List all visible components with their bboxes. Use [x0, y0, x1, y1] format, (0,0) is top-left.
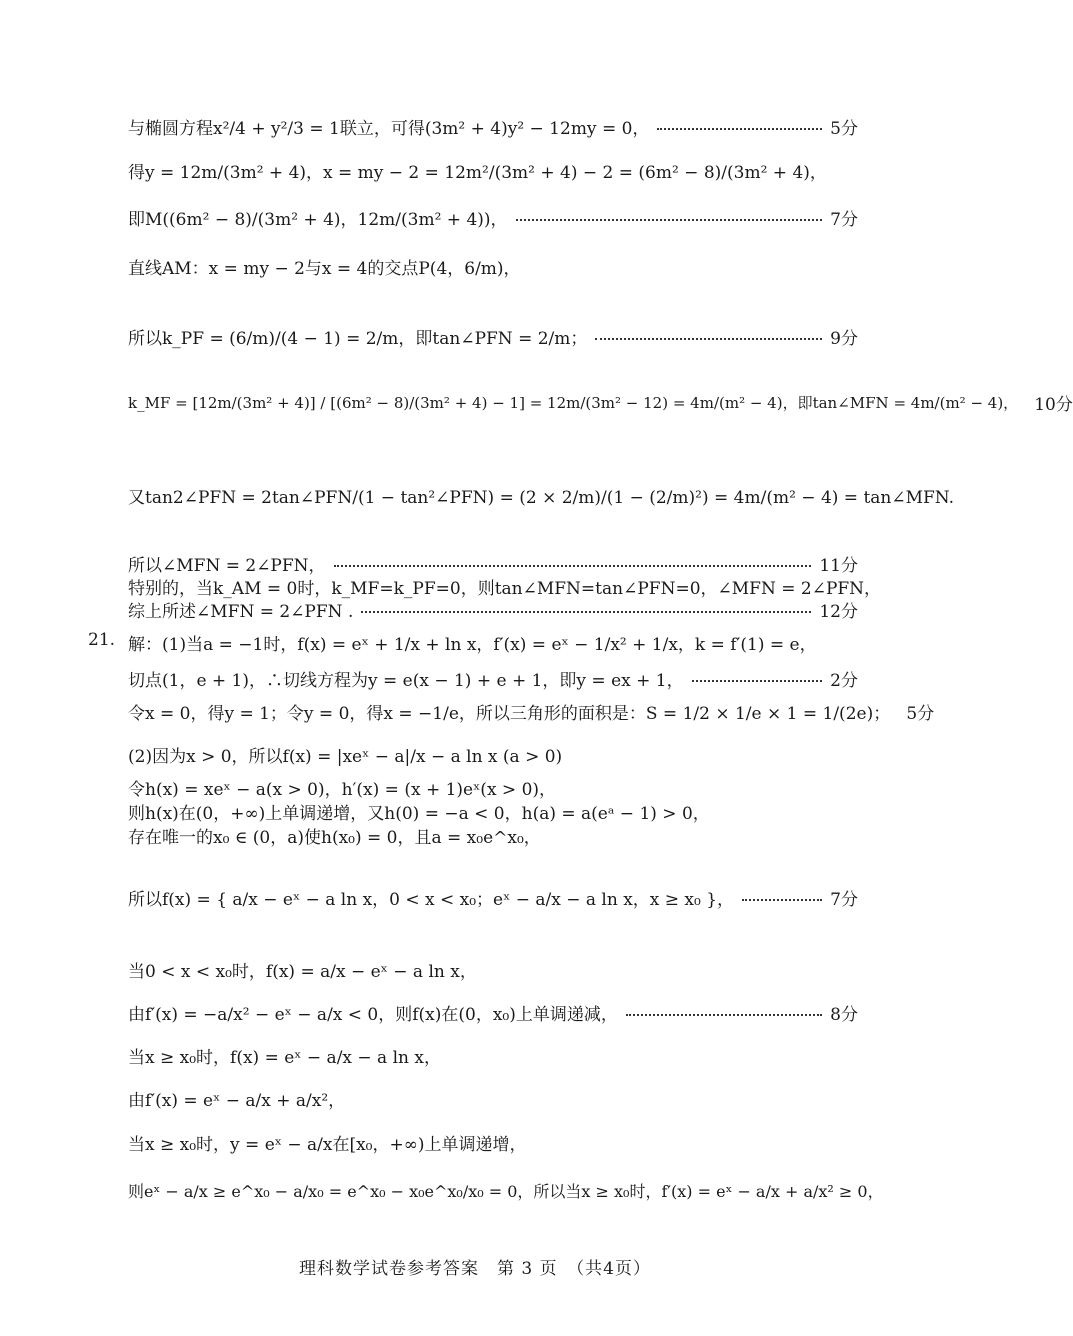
- answer-line-8: [128, 551, 858, 575]
- dot-leader: [692, 680, 822, 682]
- score-label: 5分: [830, 118, 858, 139]
- answer-line-9: [128, 574, 882, 599]
- score-label: 8分: [830, 1004, 858, 1025]
- problem-number: 21.: [88, 630, 116, 650]
- score-label: 11分: [819, 555, 858, 576]
- answer-line-21: [128, 1041, 858, 1069]
- line-text: 特别的，当k_AM = 0时，k_MF=k_PF=0，则tan∠MFN=tan∠PFN=0，∠MFN = 2∠PFN，: [128, 578, 882, 599]
- dot-leader: [595, 338, 822, 340]
- score-label: 7分: [830, 209, 858, 230]
- dot-leader: [334, 565, 812, 567]
- answer-line-6: [128, 388, 1073, 416]
- answer-line-10: [128, 597, 858, 621]
- line-text: 由f′(x) = eˣ − a/x + a/x²，: [128, 1090, 346, 1111]
- page-footer: 理科数学试卷参考答案 第 3 页 （共4页）: [299, 1259, 651, 1279]
- line-text: 令x = 0，得y = 1；令y = 0，得x = −1/e，所以三角形的面积是：S = 1/2 × 1/e × 1 = 1/(2e)；: [128, 703, 891, 724]
- answer-line-19: [128, 955, 858, 983]
- line-text: 又tan2∠PFN = 2tan∠PFN/(1 − tan²∠PFN) = (2 × 2/m)/(1 − (2/m)²) = 4m/(m² − 4) = tan∠MFN.: [128, 487, 955, 508]
- line-text: 即M((6m² − 8)/(3m² + 4)，12m/(3m² + 4))，: [128, 209, 508, 230]
- answer-line-14: [128, 740, 858, 768]
- answer-line-2: [128, 156, 858, 184]
- answer-line-5: [128, 322, 858, 350]
- dot-leader: [742, 899, 822, 901]
- answer-line-3: [128, 203, 858, 231]
- line-text: 所以k_PF = (6/m)/(4 − 1) = 2/m，即tan∠PFN = 2/m；: [128, 328, 588, 349]
- line-text: 解：(1)当a = −1时，f(x) = eˣ + 1/x + ln x，f′(x) = eˣ − 1/x² + 1/x，k = f′(1) = e，: [128, 634, 817, 655]
- line-text: 所以∠MFN = 2∠PFN，: [128, 555, 326, 576]
- line-text: 令h(x) = xeˣ − a(x > 0)，h′(x) = (x + 1)eˣ(x > 0)，: [128, 779, 557, 800]
- answer-line-15: [128, 775, 858, 799]
- answer-line-1: [128, 112, 858, 140]
- answer-line-12: [128, 664, 858, 692]
- line-text: 由f′(x) = −a/x² − eˣ − a/x < 0，则f(x)在(0，x₀)上单调递减，: [128, 1004, 618, 1025]
- score-label: 10分: [1034, 394, 1073, 415]
- answer-line-13: [128, 697, 935, 725]
- score-label: 9分: [830, 328, 858, 349]
- answer-line-20: [128, 998, 858, 1026]
- dot-leader: [626, 1014, 822, 1016]
- line-text: 综上所述∠MFN = 2∠PFN .: [128, 601, 354, 622]
- answer-line-18: [128, 883, 858, 911]
- score-label: 7分: [830, 889, 858, 910]
- score-label: 5分: [906, 703, 935, 724]
- score-label: 2分: [830, 670, 858, 691]
- dot-leader: [516, 219, 822, 221]
- line-text: 得y = 12m/(3m² + 4)，x = my − 2 = 12m²/(3m² + 4) − 2 = (6m² − 8)/(3m² + 4)，: [128, 162, 827, 183]
- dot-leader: [361, 611, 811, 613]
- answer-line-17: [128, 823, 858, 847]
- answer-line-23: [128, 1128, 858, 1156]
- answer-line-4: [128, 252, 858, 280]
- line-text: 则h(x)在(0，+∞)上单调递增，又h(0) = −a < 0，h(a) = a(eᵃ − 1) > 0，: [128, 803, 710, 824]
- line-text: 则eˣ − a/x ≥ e^x₀ − a/x₀ = e^x₀ − x₀e^x₀/x₀ = 0，所以当x ≥ x₀时，f′(x) = eˣ − a/x + a/x² ≥ 0，: [128, 1181, 884, 1201]
- answer-line-22: [128, 1084, 858, 1112]
- dot-leader: [657, 128, 822, 130]
- answer-line-7: [128, 481, 955, 509]
- line-text: 直线AM：x = my − 2与x = 4的交点P(4，6/m)，: [128, 258, 521, 279]
- score-label: 12分: [819, 601, 858, 622]
- line-text: 存在唯一的x₀ ∈ (0，a)使h(x₀) = 0，且a = x₀e^x₀，: [128, 827, 541, 848]
- line-text: 与椭圆方程x²/4 + y²/3 = 1联立，可得(3m² + 4)y² − 12my = 0，: [128, 118, 650, 139]
- line-text: 当x ≥ x₀时，f(x) = eˣ − a/x − a ln x，: [128, 1047, 441, 1068]
- line-text: k_MF = [12m/(3m² + 4)] / [(6m² − 8)/(3m² + 4) − 1] = 12m/(3m² − 12) = 4m/(m² − 4)，即tan∠MFN = 4m/(m² − 4)，: [128, 393, 1019, 412]
- line-text: 切点(1，e + 1)，∴切线方程为y = e(x − 1) + e + 1，即y = ex + 1，: [128, 670, 684, 691]
- line-text: 当x ≥ x₀时，y = eˣ − a/x在[x₀，+∞)上单调递增，: [128, 1134, 527, 1155]
- line-text: (2)因为x > 0，所以f(x) = |xeˣ − a|/x − a ln x (a > 0): [128, 746, 563, 767]
- line-text: 所以f(x) = { a/x − eˣ − a ln x，0 < x < x₀；eˣ − a/x − a ln x，x ≥ x₀ }，: [128, 889, 735, 910]
- line-text: 当0 < x < x₀时，f(x) = a/x − eˣ − a ln x，: [128, 961, 477, 982]
- answer-line-11: [128, 628, 858, 656]
- answer-line-16: [128, 799, 858, 823]
- answer-line-24: [128, 1176, 884, 1204]
